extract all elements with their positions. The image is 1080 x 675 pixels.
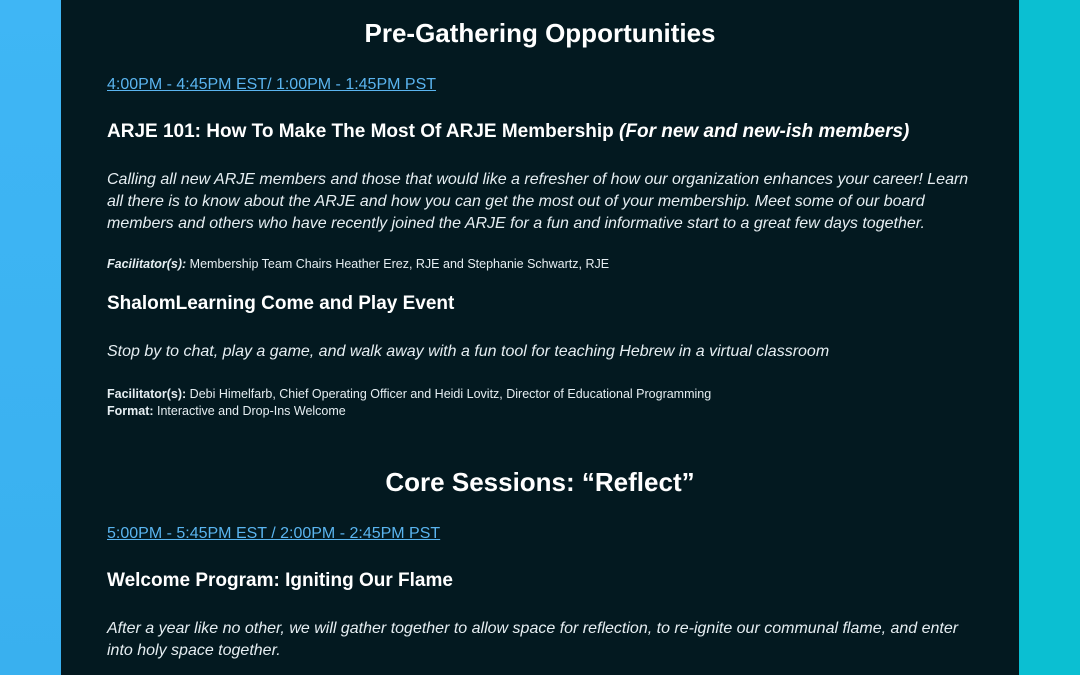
shalomlearning-description: Stop by to chat, play a game, and walk away with a fun tool for teaching Hebrew in a virtual classroom — [107, 343, 830, 360]
arje-101-title-text: ARJE 101: How To Make The Most Of ARJE Membership — [107, 121, 620, 142]
arje-101-description: Calling all new ARJE members and those that would like a refresher of how our organization enhances your career! Learn all there is to know about the ARJE and how you can get the most out of your membership. Meet some of our board members and others who have recently joined the ARJE for a fun and informative start to a great few days together. — [107, 171, 969, 232]
shalomlearning-facilitators — [107, 386, 711, 403]
right-color-stripe — [1019, 0, 1080, 675]
core-sessions-heading: Core Sessions: “Reflect” — [385, 467, 695, 497]
core-sessions-time-link[interactable]: 5:00PM - 5:45PM EST / 2:00PM - 2:45PM PST — [107, 525, 441, 542]
arje-101-subtitle: (For new and new-ish members) — [619, 121, 910, 142]
shalomlearning-title: ShalomLearning Come and Play Event — [107, 293, 455, 314]
welcome-program-title: Welcome Program: Igniting Our Flame — [107, 570, 453, 591]
shalomlearning-format — [107, 403, 711, 420]
shalomlearning-meta — [107, 386, 711, 420]
facilitator-label: Facilitator(s): — [107, 387, 187, 401]
format-value: Interactive and Drop-Ins Welcome — [153, 404, 346, 418]
facilitator-value: Membership Team Chairs Heather Erez, RJE and Stephanie Schwartz, RJE — [186, 257, 610, 271]
pre-gathering-time-link[interactable]: 4:00PM - 4:45PM EST/ 1:00PM - 1:45PM PST — [107, 76, 437, 93]
welcome-program-description: After a year like no other, we will gather together to allow space for reflection, to re-ignite our communal flame, and enter into holy space together. — [107, 620, 959, 659]
pre-gathering-heading: Pre-Gathering Opportunities — [364, 18, 716, 48]
arje-101-facilitators — [107, 256, 609, 273]
schedule-panel — [61, 0, 1019, 675]
left-color-stripe — [0, 0, 61, 675]
facilitator-label: Facilitator(s): — [107, 257, 187, 271]
arje-101-title — [107, 121, 909, 143]
format-label: Format: — [107, 404, 154, 418]
facilitator-value: Debi Himelfarb, Chief Operating Officer and Heidi Lovitz, Director of Educational Programming — [186, 387, 712, 401]
